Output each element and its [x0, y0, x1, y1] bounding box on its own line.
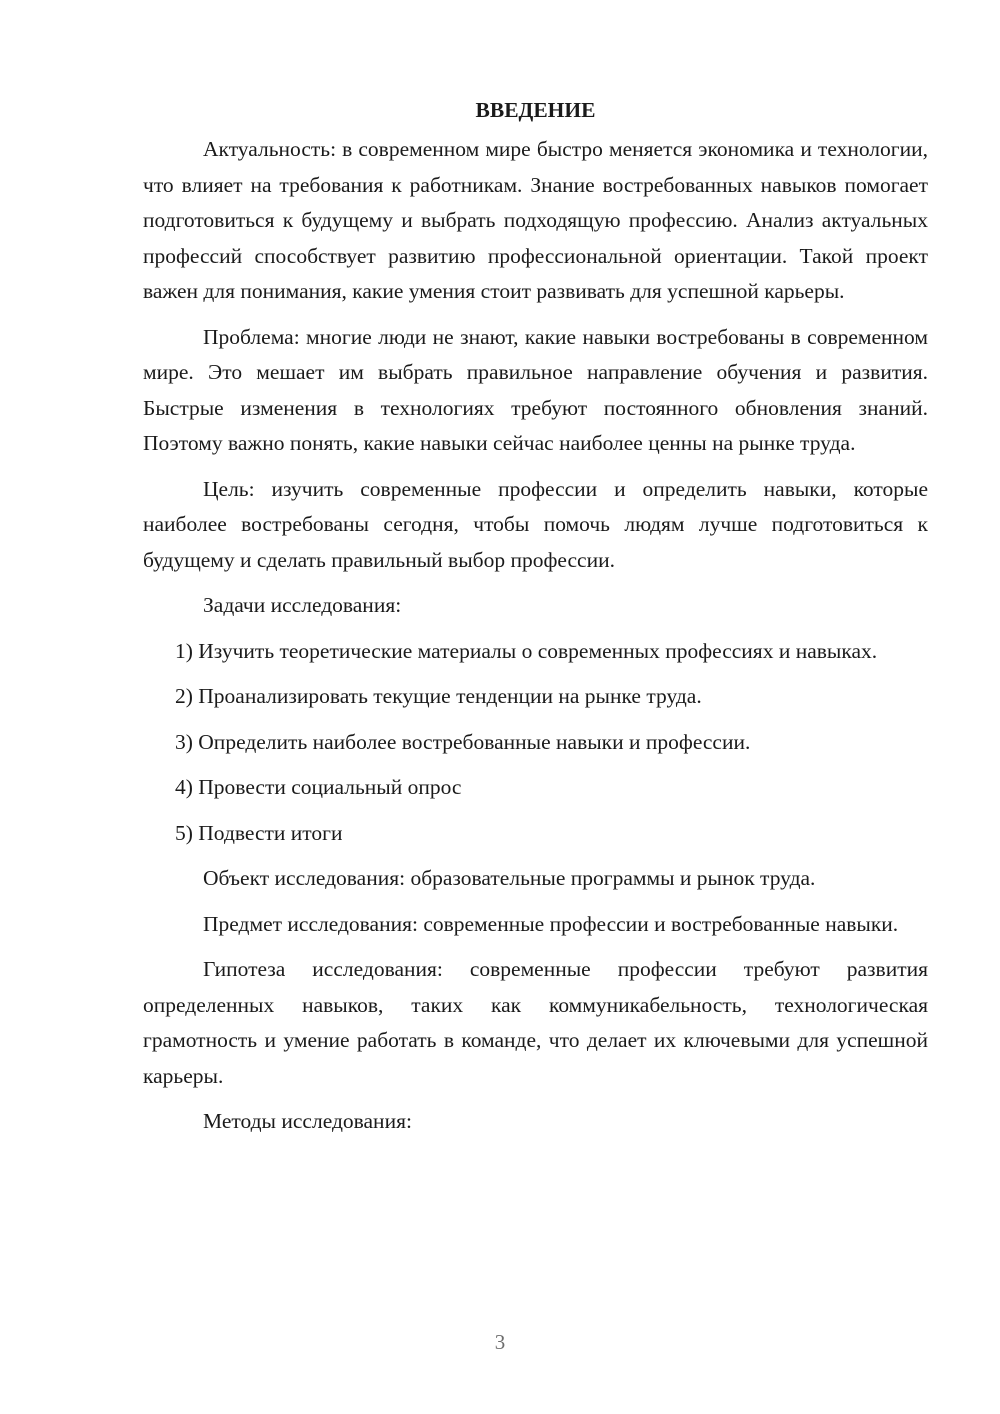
tasks-heading: Задачи исследования: [203, 593, 402, 617]
document-page [143, 93, 928, 1140]
task-item-2: 2) Проанализировать текущие тенденции на рынке труда. [175, 684, 702, 708]
problem-paragraph: Проблема: многие люди не знают, какие навыки востребованы в современном мире. Это мешает им выбрать правильное направление обучения и развития. Быстрые изменения в технологиях требуют постоянного обновления знаний. Поэтому важно понять, какие навыки сейчас наиболее ценны на рынке труда. [143, 324, 928, 455]
goal-paragraph: Цель: изучить современные профессии и определить навыки, которые наиболее востребованы сегодня, чтобы помочь людям лучше подготовиться к будущему и сделать правильный выбор профессии. [143, 476, 928, 572]
task-item-4: 4) Провести социальный опрос [175, 775, 462, 799]
relevance-paragraph: Актуальность: в современном мире быстро меняется экономика и технологии, что влияет на требования к работникам. Знание востребованных навыков помогает подготовиться к будущему и выбрать подходящую профессию. Анализ актуальных профессий способствует развитию профессиональной ориентации. Такой проект важен для понимания, какие умения стоит развивать для успешной карьеры. [143, 137, 928, 303]
hypothesis-paragraph: Гипотеза исследования: современные профессии требуют развития определенных навыков, таких как коммуникабельность, технологическая грамотность и умение работать в команде, что делает их ключевыми для успешной карьеры. [143, 957, 928, 1088]
page-title: ВВЕДЕНИЕ [475, 98, 596, 122]
page-number: 3 [494, 1330, 506, 1354]
task-item-3: 3) Определить наиболее востребованные навыки и профессии. [175, 729, 751, 754]
task-item-5: 5) Подвести итоги [175, 820, 343, 845]
subject-paragraph: Предмет исследования: современные профессии и востребованные навыки. [203, 911, 899, 936]
object-paragraph: Объект исследования: образовательные программы и рынок труда. [203, 866, 816, 890]
methods-heading: Методы исследования: [203, 1109, 412, 1133]
task-item-1: 1) Изучить теоретические материалы о современных профессиях и навыках. [175, 638, 878, 663]
